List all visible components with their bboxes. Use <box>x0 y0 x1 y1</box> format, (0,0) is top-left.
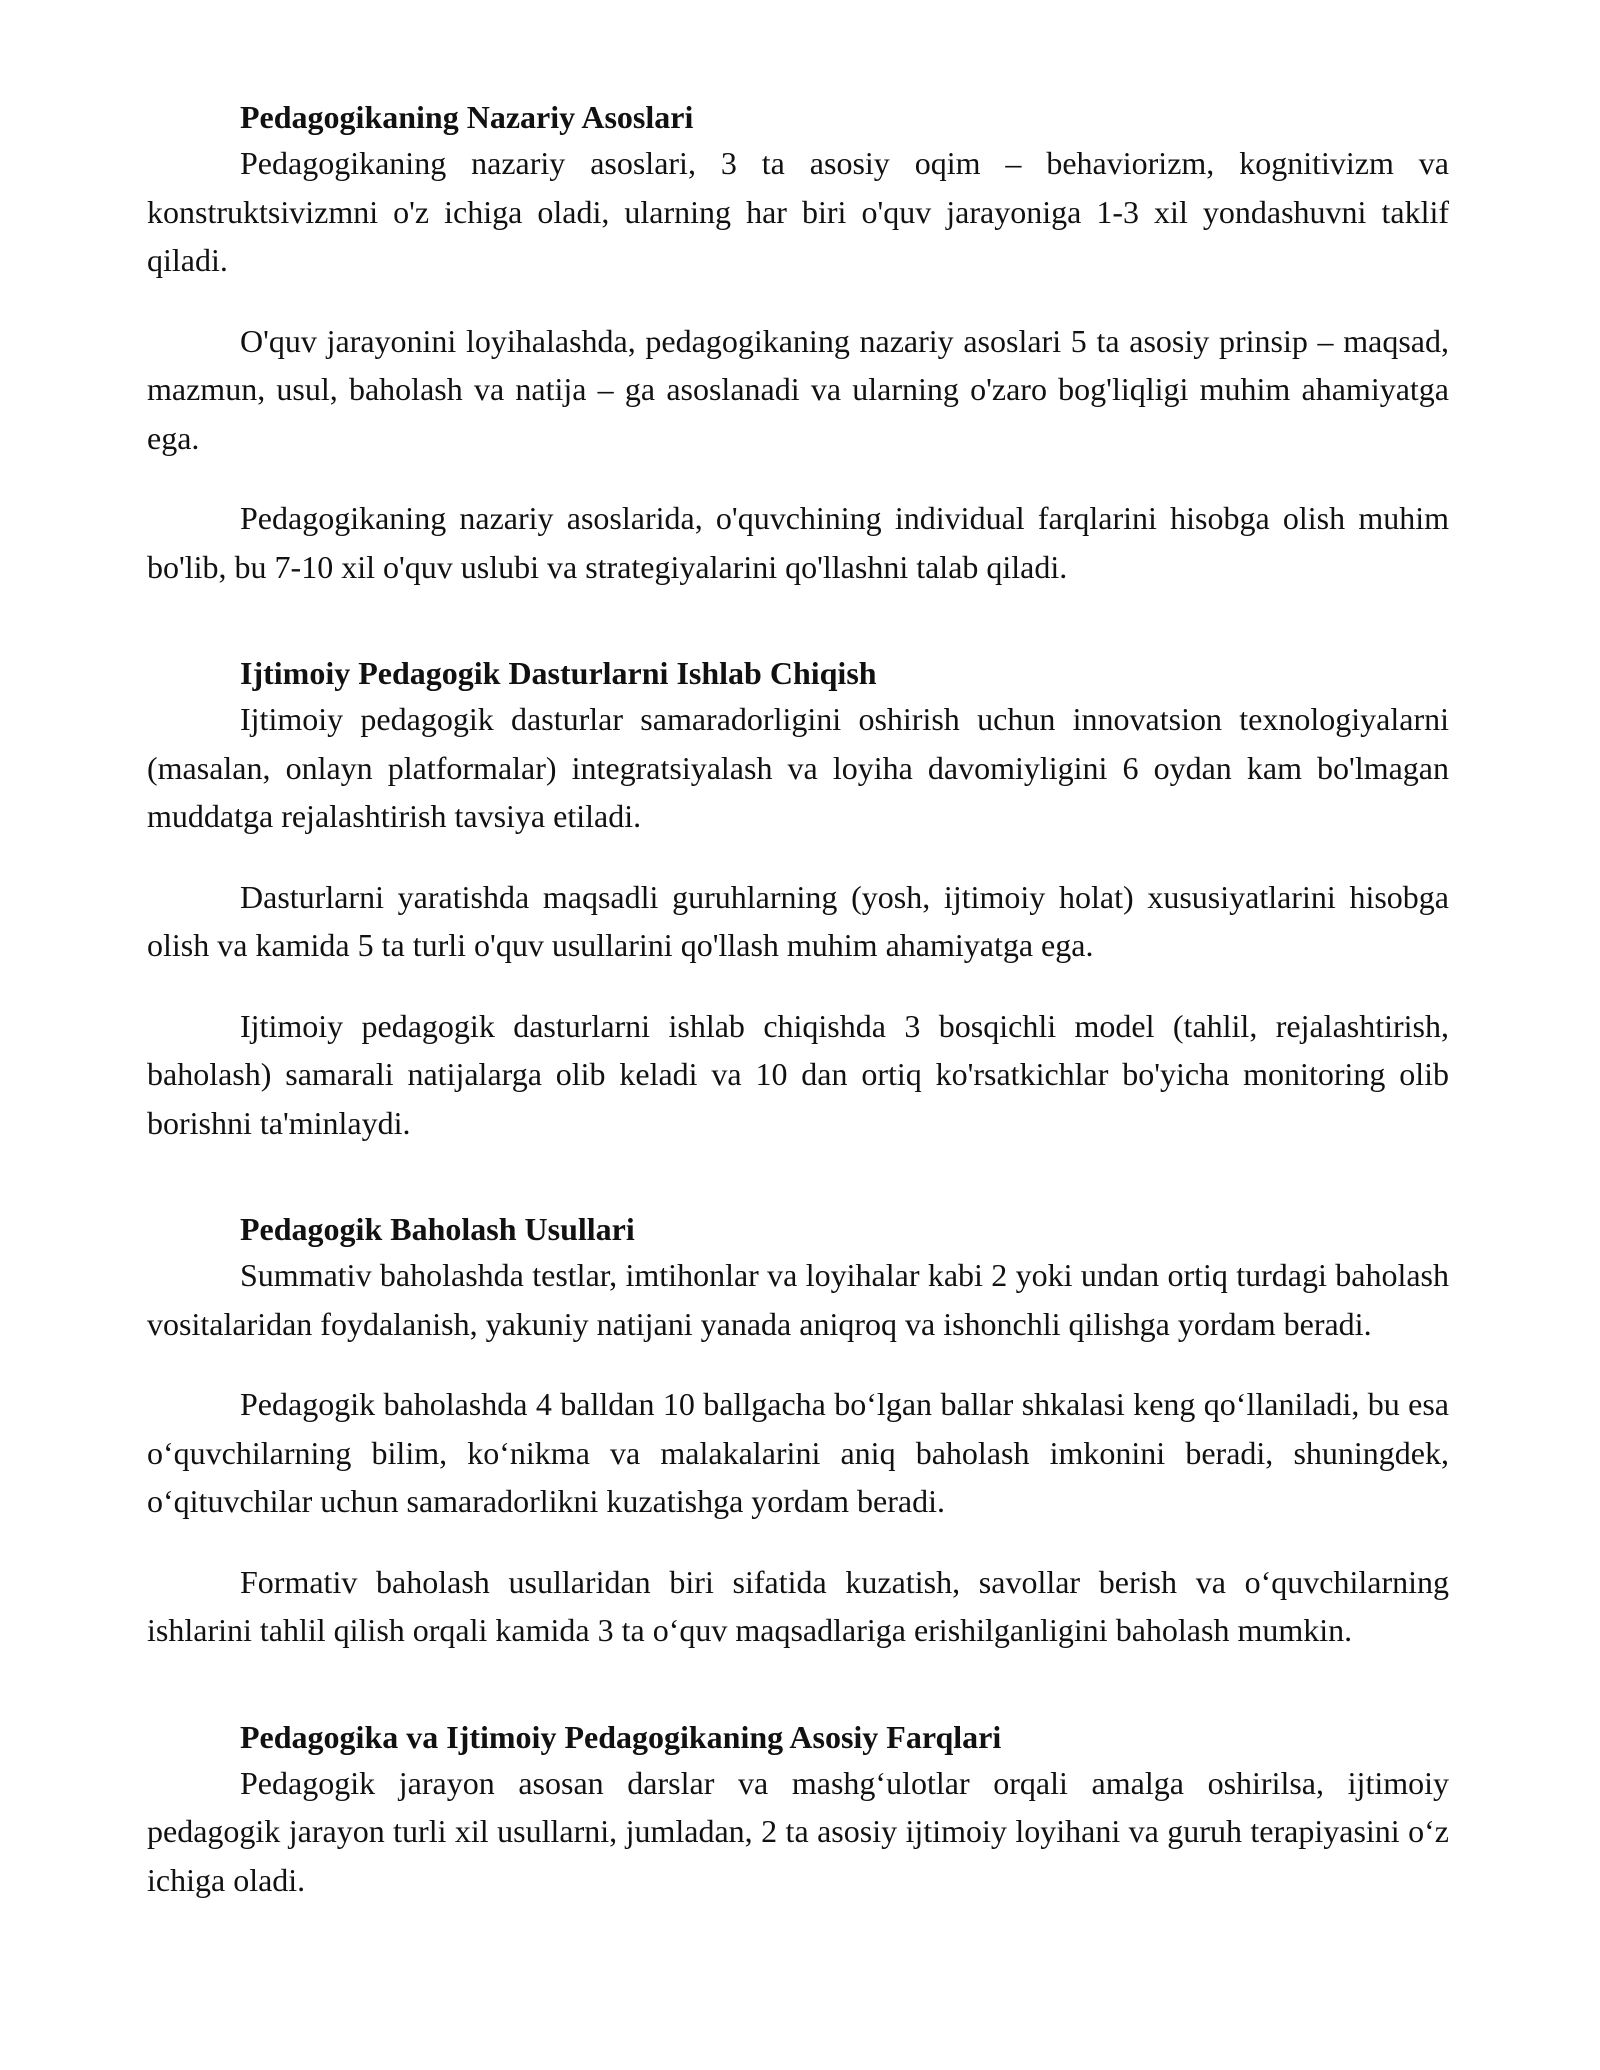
paragraph: O'quv jarayonini loyihalashda, pedagogikaning nazariy asoslari 5 ta asosiy prinsip – maqsad, mazmun, usul, baholash va natija – ga asoslanadi va ularning o'zaro bog'liqligi muhim ahamiyatga ega. <box>147 322 1449 456</box>
paragraph: Summativ baholashda testlar, imtihonlar va loyihalar kabi 2 yoki undan ortiq turdagi baholash vositalaridan foydalanish, yakuniy natijani yanada aniqroq va ishonchli qilishga yordam beradi. <box>147 1257 1449 1342</box>
section-heading: Pedagogik Baholash Usullari <box>240 1211 635 1247</box>
paragraph: Formativ baholash usullaridan biri sifatida kuzatish, savollar berish va o‘quvchilarning ishlarini tahlil qilish orqali kamida 3 ta o‘quv maqsadlariga erishilganligini baholash mumkin. <box>147 1563 1449 1648</box>
paragraph: Pedagogik jarayon asosan darslar va mashg‘ulotlar orqali amalga oshirilsa, ijtimoiy pedagogik jarayon turli xil usullarni, jumladan, 2 ta asosiy ijtimoiy loyihani va guruh terapiyasini o‘z ichiga oladi. <box>147 1764 1449 1898</box>
paragraph: Pedagogik baholashda 4 balldan 10 ballgacha bo‘lgan ballar shkalasi keng qo‘llaniladi, bu esa o‘quvchilarning bilim, ko‘nikma va malakalarini aniq baholash imkonini beradi, shuningdek, o‘qituvchilar uchun samaradorlikni kuzatishga yordam beradi. <box>147 1386 1449 1519</box>
section-farqlar <box>147 1716 1449 1905</box>
document-page <box>147 96 1449 1965</box>
paragraph: Pedagogikaning nazariy asoslarida, o'quvchining individual farqlarini hisobga olish muhim bo'lib, bu 7-10 xil o'quv uslubi va strategiyalarini qo'llashni talab qiladi. <box>147 500 1449 585</box>
section-dasturlar <box>147 652 1449 1147</box>
section-baholash <box>147 1208 1449 1655</box>
paragraph: Pedagogikaning nazariy asoslari, 3 ta asosiy oqim – behaviorizm, kognitivizm va konstruktsivizmni o'z ichiga oladi, ularning har biri o'quv jarayoniga 1-3 xil yondashuvni taklif qiladi. <box>147 145 1449 278</box>
section-heading: Ijtimoiy Pedagogik Dasturlarni Ishlab Chiqish <box>240 655 877 691</box>
paragraph: Ijtimoiy pedagogik dasturlar samaradorligini oshirish uchun innovatsion texnologiyalarni (masalan, onlayn platformalar) integratsiyalash va loyiha davomiyligini 6 oydan kam bo'lmagan muddatga rejalashtirish tavsiya etiladi. <box>147 701 1449 834</box>
paragraph: Ijtimoiy pedagogik dasturlarni ishlab chiqishda 3 bosqichli model (tahlil, rejalashtirish, baholash) samarali natijalarga olib keladi va 10 dan ortiq ko'rsatkichlar bo'yicha monitoring olib borishni ta'minlaydi. <box>147 1007 1449 1141</box>
section-nazariy-asoslar <box>147 96 1449 591</box>
paragraph: Dasturlarni yaratishda maqsadli guruhlarning (yosh, ijtimoiy holat) xususiyatlarini hisobga olish va kamida 5 ta turli o'quv usullarini qo'llash muhim ahamiyatga ega. <box>147 878 1449 963</box>
section-heading: Pedagogikaning Nazariy Asoslari <box>240 99 694 135</box>
section-heading: Pedagogika va Ijtimoiy Pedagogikaning Asosiy Farqlari <box>240 1718 1002 1755</box>
